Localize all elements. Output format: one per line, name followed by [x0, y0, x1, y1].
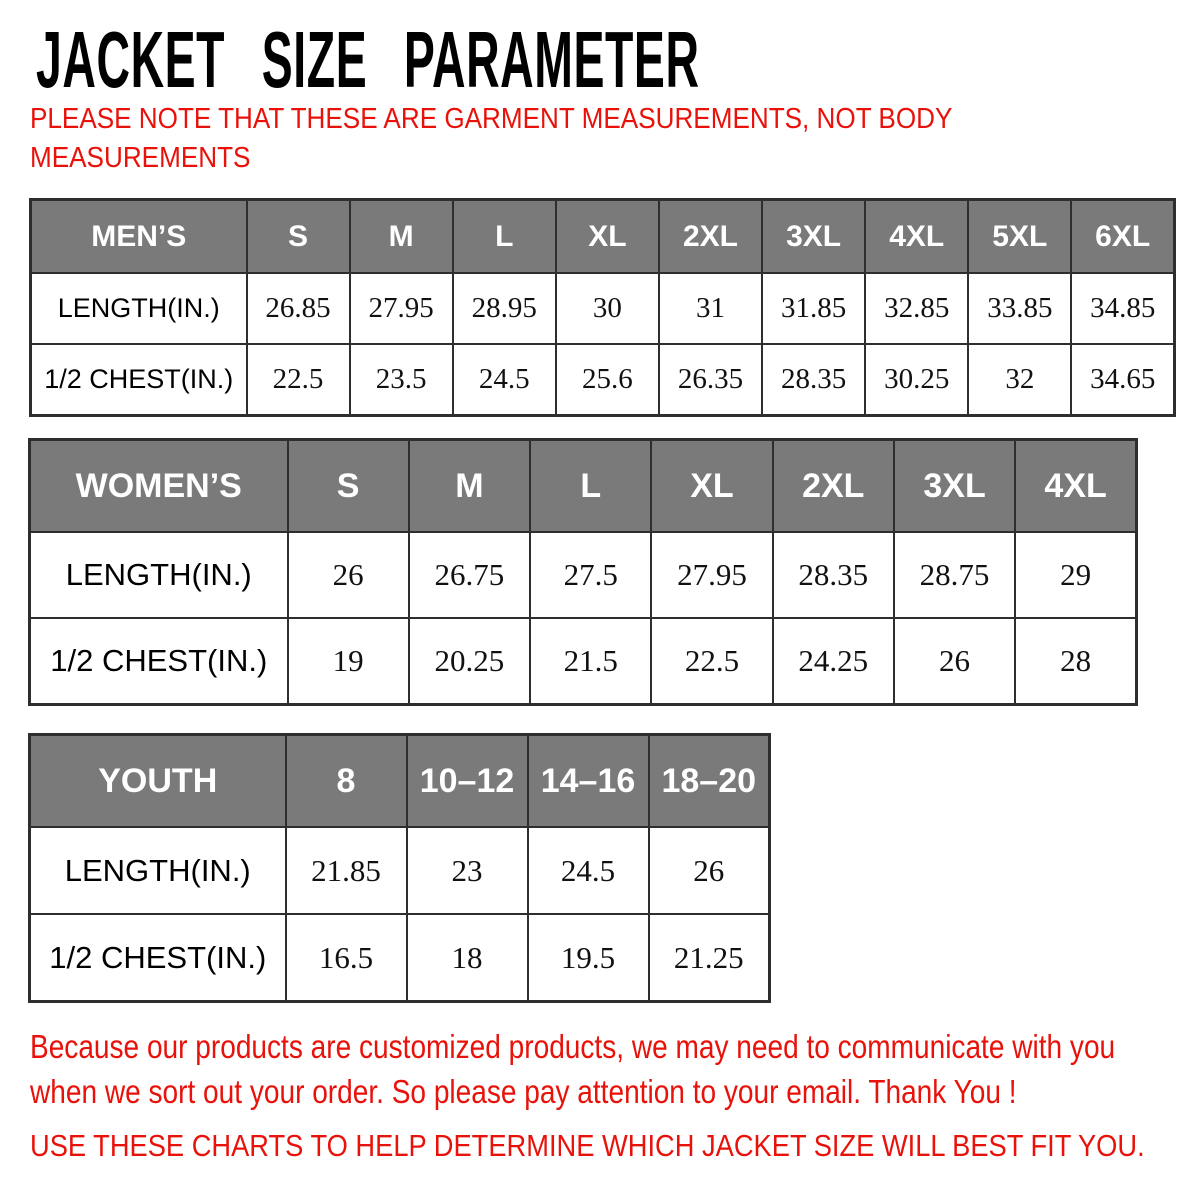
value-cell: 18 [407, 914, 528, 1002]
value-cell: 21.25 [649, 914, 770, 1002]
value-cell: 22.5 [247, 344, 350, 416]
row-label-cell: 1/2 CHEST(IN.) [30, 914, 286, 1002]
womens-size-table [28, 438, 1138, 706]
value-cell: 24.5 [528, 827, 649, 914]
mens-table-title-cell: MEN’S [31, 200, 247, 274]
value-cell: 34.85 [1071, 273, 1174, 344]
table-row [30, 827, 770, 914]
mens-table [29, 198, 1176, 417]
value-cell: 20.25 [409, 618, 530, 705]
value-cell: 28.35 [762, 344, 865, 416]
value-cell: 26 [894, 618, 1015, 705]
womens-table [28, 438, 1138, 706]
youth-header-row [30, 735, 770, 828]
size-header-cell: 3XL [894, 440, 1015, 533]
size-header-cell: 4XL [865, 200, 968, 274]
value-cell: 21.5 [530, 618, 651, 705]
value-cell: 30 [556, 273, 659, 344]
size-header-cell: 2XL [773, 440, 894, 533]
size-header-cell: L [453, 200, 556, 274]
size-header-cell: 5XL [968, 200, 1071, 274]
youth-table [28, 733, 771, 1003]
value-cell: 27.95 [350, 273, 453, 344]
mens-header-row [31, 200, 1175, 274]
row-label-cell: 1/2 CHEST(IN.) [30, 618, 288, 705]
size-header-cell: 4XL [1015, 440, 1136, 533]
size-header-cell: M [350, 200, 453, 274]
value-cell: 19 [288, 618, 409, 705]
customized-products-note [30, 1024, 1115, 1114]
footer-para-line-2: when we sort out your order. So please pay attention to your email. Thank You ! [30, 1073, 1017, 1110]
womens-table-title-cell: WOMEN’S [30, 440, 288, 533]
value-cell: 28 [1015, 618, 1136, 705]
size-header-cell: 10–12 [407, 735, 528, 828]
size-header-cell: 14–16 [528, 735, 649, 828]
use-charts-note: USE THESE CHARTS TO HELP DETERMINE WHICH JACKET SIZE WILL BEST FIT YOU. [30, 1128, 1145, 1163]
value-cell: 32.85 [865, 273, 968, 344]
value-cell: 19.5 [528, 914, 649, 1002]
youth-size-table [28, 733, 771, 1003]
value-cell: 16.5 [286, 914, 407, 1002]
value-cell: 21.85 [286, 827, 407, 914]
value-cell: 28.35 [773, 532, 894, 618]
mens-size-table [29, 198, 1176, 417]
garment-measurement-note [30, 100, 952, 178]
size-header-cell: L [530, 440, 651, 533]
value-cell: 26.85 [247, 273, 350, 344]
size-header-cell: S [247, 200, 350, 274]
table-row [31, 344, 1175, 416]
row-label-cell: LENGTH(IN.) [30, 532, 288, 618]
size-header-cell: 8 [286, 735, 407, 828]
value-cell: 26 [288, 532, 409, 618]
value-cell: 34.65 [1071, 344, 1174, 416]
value-cell: 30.25 [865, 344, 968, 416]
value-cell: 25.6 [556, 344, 659, 416]
size-header-cell: 18–20 [649, 735, 770, 828]
value-cell: 31 [659, 273, 762, 344]
value-cell: 28.75 [894, 532, 1015, 618]
value-cell: 29 [1015, 532, 1136, 618]
value-cell: 31.85 [762, 273, 865, 344]
row-label-cell: LENGTH(IN.) [30, 827, 286, 914]
size-header-cell: 6XL [1071, 200, 1174, 274]
size-header-cell: S [288, 440, 409, 533]
size-header-cell: M [409, 440, 530, 533]
row-label-cell: 1/2 CHEST(IN.) [31, 344, 247, 416]
table-row [30, 618, 1137, 705]
value-cell: 24.5 [453, 344, 556, 416]
value-cell: 26.75 [409, 532, 530, 618]
value-cell: 28.95 [453, 273, 556, 344]
size-header-cell: 2XL [659, 200, 762, 274]
page-title: JACKET SIZE PARAMETER [36, 15, 700, 104]
value-cell: 23.5 [350, 344, 453, 416]
value-cell: 27.95 [651, 532, 772, 618]
value-cell: 27.5 [530, 532, 651, 618]
size-header-cell: 3XL [762, 200, 865, 274]
table-row [30, 532, 1137, 618]
size-header-cell: XL [556, 200, 659, 274]
value-cell: 33.85 [968, 273, 1071, 344]
size-header-cell: XL [651, 440, 772, 533]
footer-para-line-1: Because our products are customized products, we may need to communicate with you [30, 1028, 1116, 1065]
table-row [30, 914, 770, 1002]
value-cell: 22.5 [651, 618, 772, 705]
value-cell: 23 [407, 827, 528, 914]
note-line-1: PLEASE NOTE THAT THESE ARE GARMENT MEASUREMENTS, NOT BODY [30, 103, 953, 135]
row-label-cell: LENGTH(IN.) [31, 273, 247, 344]
table-row [31, 273, 1175, 344]
womens-header-row [30, 440, 1137, 533]
note-line-2: MEASUREMENTS [30, 142, 251, 174]
youth-table-title-cell: YOUTH [30, 735, 286, 828]
value-cell: 32 [968, 344, 1071, 416]
value-cell: 26.35 [659, 344, 762, 416]
value-cell: 26 [649, 827, 770, 914]
value-cell: 24.25 [773, 618, 894, 705]
